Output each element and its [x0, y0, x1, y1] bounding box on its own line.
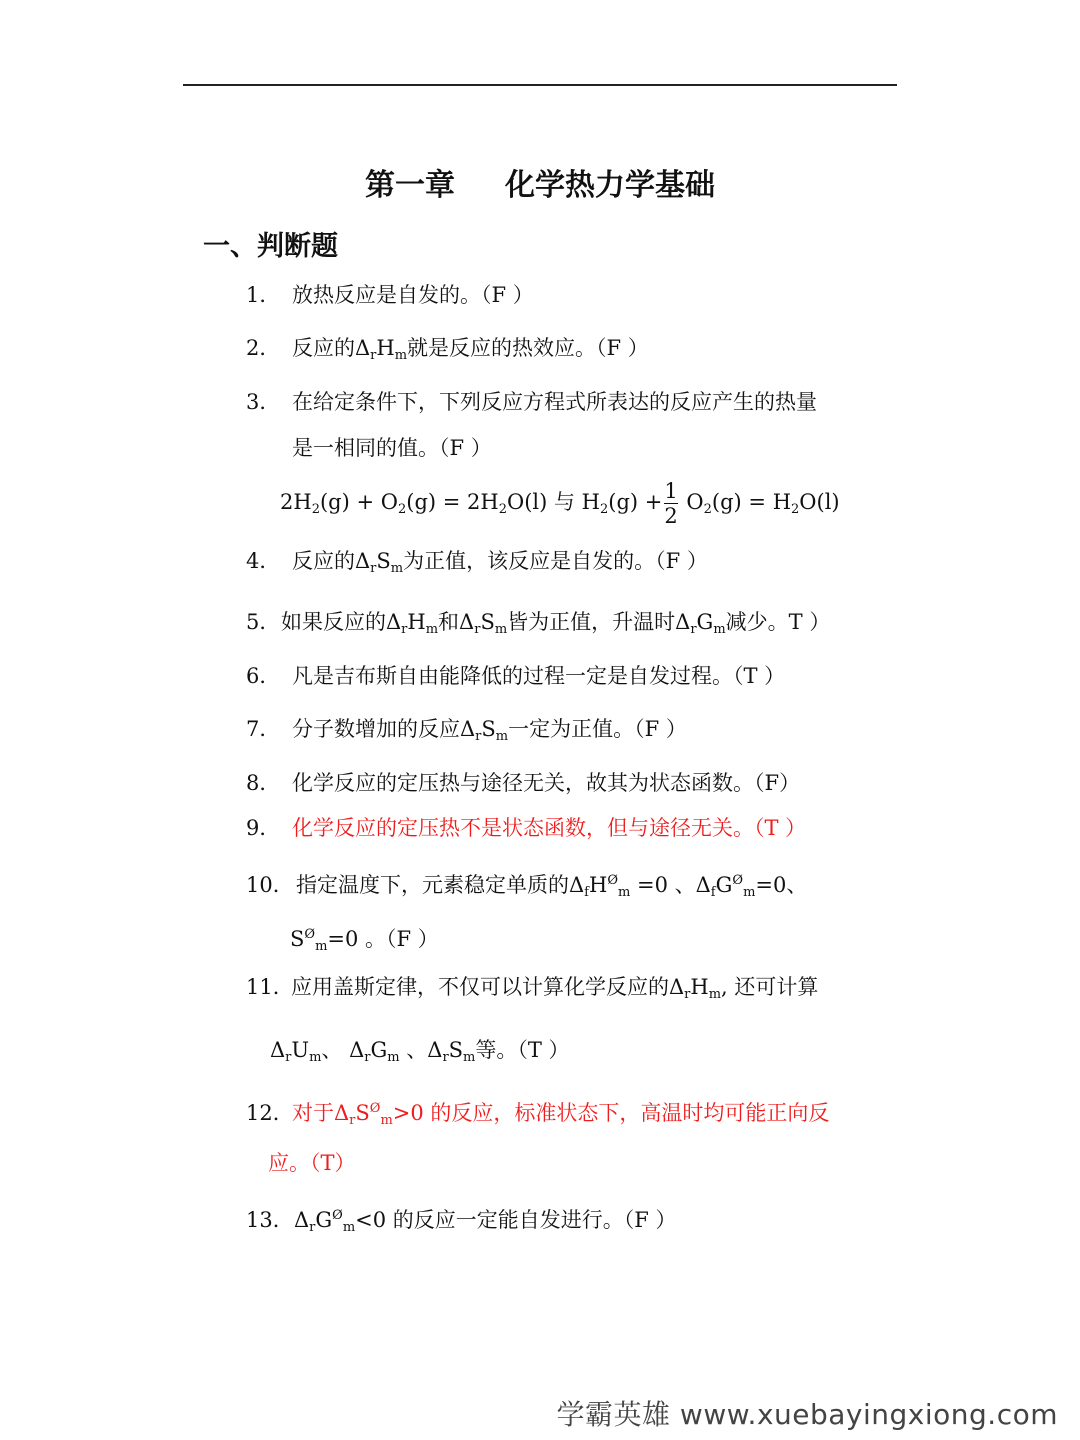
question-9: [246, 813, 806, 843]
text-run: Ø: [607, 873, 618, 888]
question-10-continued: [290, 920, 439, 962]
text-run: r: [309, 1220, 316, 1235]
text-run: S: [480, 610, 495, 634]
text-run: 2: [311, 502, 320, 517]
text-run: (g) +: [608, 490, 663, 514]
question-11-continued: [270, 1035, 570, 1073]
text-run: m: [463, 1050, 476, 1065]
question-13: [246, 1201, 677, 1243]
text-run: f: [584, 885, 589, 900]
text-run: 1．: [246, 283, 281, 307]
text-run: (g) = H: [711, 490, 792, 514]
text-run: m: [309, 1050, 322, 1065]
text-run: 皆为正值，升温时Δ: [507, 610, 691, 634]
text-run: 1: [664, 479, 678, 503]
text-run: r: [474, 622, 481, 637]
text-run: 凡是吉布斯自由能降低的过程一定是自发过程。（T ）: [292, 664, 786, 688]
text-run: S: [355, 1101, 370, 1125]
text-run: m: [708, 987, 722, 1002]
text-run: 2．: [246, 336, 281, 360]
text-run: m: [617, 885, 631, 900]
equation: [280, 474, 840, 538]
question-2: [246, 333, 649, 371]
text-run: H: [407, 610, 426, 634]
text-run: m: [425, 622, 439, 637]
text-run: 8．: [246, 771, 281, 795]
text-run: Ø: [304, 927, 316, 942]
text-run: r: [370, 561, 377, 576]
text-run: 化学反应的定压热与途径无关，故其为状态函数。（F）: [292, 771, 801, 795]
text-run: 等。（T ）: [475, 1038, 570, 1062]
text-run: Ø: [332, 1208, 343, 1223]
chapter-title: [0, 160, 1080, 204]
text-run: m: [380, 1113, 393, 1128]
text-run: m: [495, 729, 509, 744]
text-run: 5．: [246, 610, 281, 634]
question-4: [246, 546, 708, 584]
text-run: r: [684, 987, 691, 1002]
text-run: r: [475, 729, 482, 744]
text-run: 反应的Δ: [292, 549, 371, 573]
text-run: =0、: [755, 873, 808, 897]
text-run: O: [679, 490, 704, 514]
text-run: 11．: [246, 975, 294, 999]
text-run: 2H: [280, 490, 312, 514]
text-run: S: [448, 1038, 464, 1062]
text-run: Δ: [270, 1038, 286, 1062]
text-run: m: [390, 561, 404, 576]
text-run: 为正值，该反应是自发的。（F ）: [403, 549, 708, 573]
text-run: G: [715, 873, 733, 897]
text-run: H: [376, 336, 395, 360]
footer-watermark: 学霸英雄 www.xuebayingxiong.com: [556, 1398, 1058, 1431]
question-10: [246, 866, 807, 908]
text-run: r: [349, 1113, 356, 1128]
question-12-continued: [268, 1148, 356, 1178]
text-run: 2: [599, 502, 609, 517]
text-run: 指定温度下，元素稳定单质的Δ: [296, 873, 585, 897]
text-run: 4．: [246, 549, 281, 573]
text-run: 、 Δ: [321, 1038, 365, 1062]
question-12: [246, 1094, 829, 1136]
text-run: 化学反应的定压热不是状态函数，但与途径无关。（T ）: [292, 816, 807, 840]
question-3: [246, 387, 817, 417]
text-run: Δ: [294, 1208, 310, 1232]
text-run: O(l): [799, 490, 840, 514]
text-run: 一定为正值。（F ）: [508, 717, 687, 741]
text-run: 如果反应的Δ: [281, 610, 402, 634]
text-run: >0 的反应，标准状态下，高温时均可能正向反: [392, 1101, 830, 1125]
text-run: 对于Δ: [292, 1101, 350, 1125]
text-run: H: [588, 873, 608, 897]
text-run: 和Δ: [438, 610, 475, 634]
text-run: <0 的反应一定能自发进行。（F ）: [355, 1208, 677, 1232]
question-1: [246, 280, 534, 310]
text-run: 第一章: [365, 168, 455, 203]
text-run: 应。（T）: [268, 1151, 356, 1175]
header-rule: [183, 84, 897, 86]
text-run: (g) + O: [319, 490, 398, 514]
text-run: 在给定条件下，下列反应方程式所表达的反应产生的热量: [292, 390, 817, 414]
text-run: m: [342, 1220, 356, 1235]
text-run: 2: [703, 502, 712, 517]
text-run: 10．: [246, 873, 294, 897]
text-run: G: [370, 1038, 388, 1062]
text-run: 2: [791, 502, 800, 517]
text-run: 、Δ: [399, 1038, 443, 1062]
text-run: Ø: [369, 1101, 381, 1116]
text-run: 反应的Δ: [292, 336, 371, 360]
text-run: r: [690, 622, 697, 637]
text-run: 6．: [246, 664, 281, 688]
text-run: 12．: [246, 1101, 294, 1125]
text-run: 应用盖斯定律，不仅可以计算化学反应的Δ: [291, 975, 685, 999]
text-run: , 还可计算: [721, 975, 819, 999]
text-run: m: [394, 348, 408, 363]
text-run: S: [290, 927, 305, 951]
text-run: S: [481, 717, 496, 741]
fraction-one-half: [664, 479, 677, 528]
text-run: 2: [498, 502, 507, 517]
text-run: r: [442, 1050, 449, 1065]
text-run: S: [376, 549, 391, 573]
section-heading: 一、判断题: [203, 231, 338, 262]
text-run: H: [690, 975, 709, 999]
text-run: 3．: [246, 390, 281, 414]
text-run: 就是反应的热效应。（F ）: [407, 336, 649, 360]
question-11: [246, 972, 818, 1010]
text-run: 2: [397, 502, 407, 517]
text-run: O(l) 与 H: [506, 490, 600, 514]
text-run: 13．: [246, 1208, 294, 1232]
text-run: 放热反应是自发的。（F ）: [292, 283, 534, 307]
text-run: 分子数增加的反应Δ: [292, 717, 476, 741]
text-run: G: [696, 610, 714, 634]
text-run: r: [401, 622, 408, 637]
text-run: 化学热力学基础: [505, 168, 715, 203]
text-run: =0 。（F ）: [327, 927, 439, 951]
question-7: [246, 714, 687, 752]
text-run: r: [364, 1050, 371, 1065]
question-6: [246, 661, 785, 691]
text-run: 9．: [246, 816, 281, 840]
text-run: r: [370, 348, 377, 363]
text-run: m: [315, 939, 328, 954]
text-run: Ø: [732, 873, 744, 888]
text-run: 2: [664, 504, 678, 528]
text-run: G: [315, 1208, 333, 1232]
text-run: (g) = 2H: [406, 490, 499, 514]
text-run: 7．: [246, 717, 281, 741]
text-run: r: [285, 1050, 292, 1065]
question-3-continued: [292, 433, 492, 463]
question-8: [246, 768, 800, 798]
text-run: f: [710, 885, 716, 900]
text-run: m: [743, 885, 756, 900]
text-run: 减少。T ）: [725, 610, 831, 634]
text-run: m: [387, 1050, 400, 1065]
text-run: m: [713, 622, 726, 637]
text-run: =0 、Δ: [630, 873, 711, 897]
text-run: U: [291, 1038, 310, 1062]
text-run: 是一相同的值。（F ）: [292, 436, 492, 460]
text-run: m: [494, 622, 508, 637]
question-5: [246, 607, 830, 645]
